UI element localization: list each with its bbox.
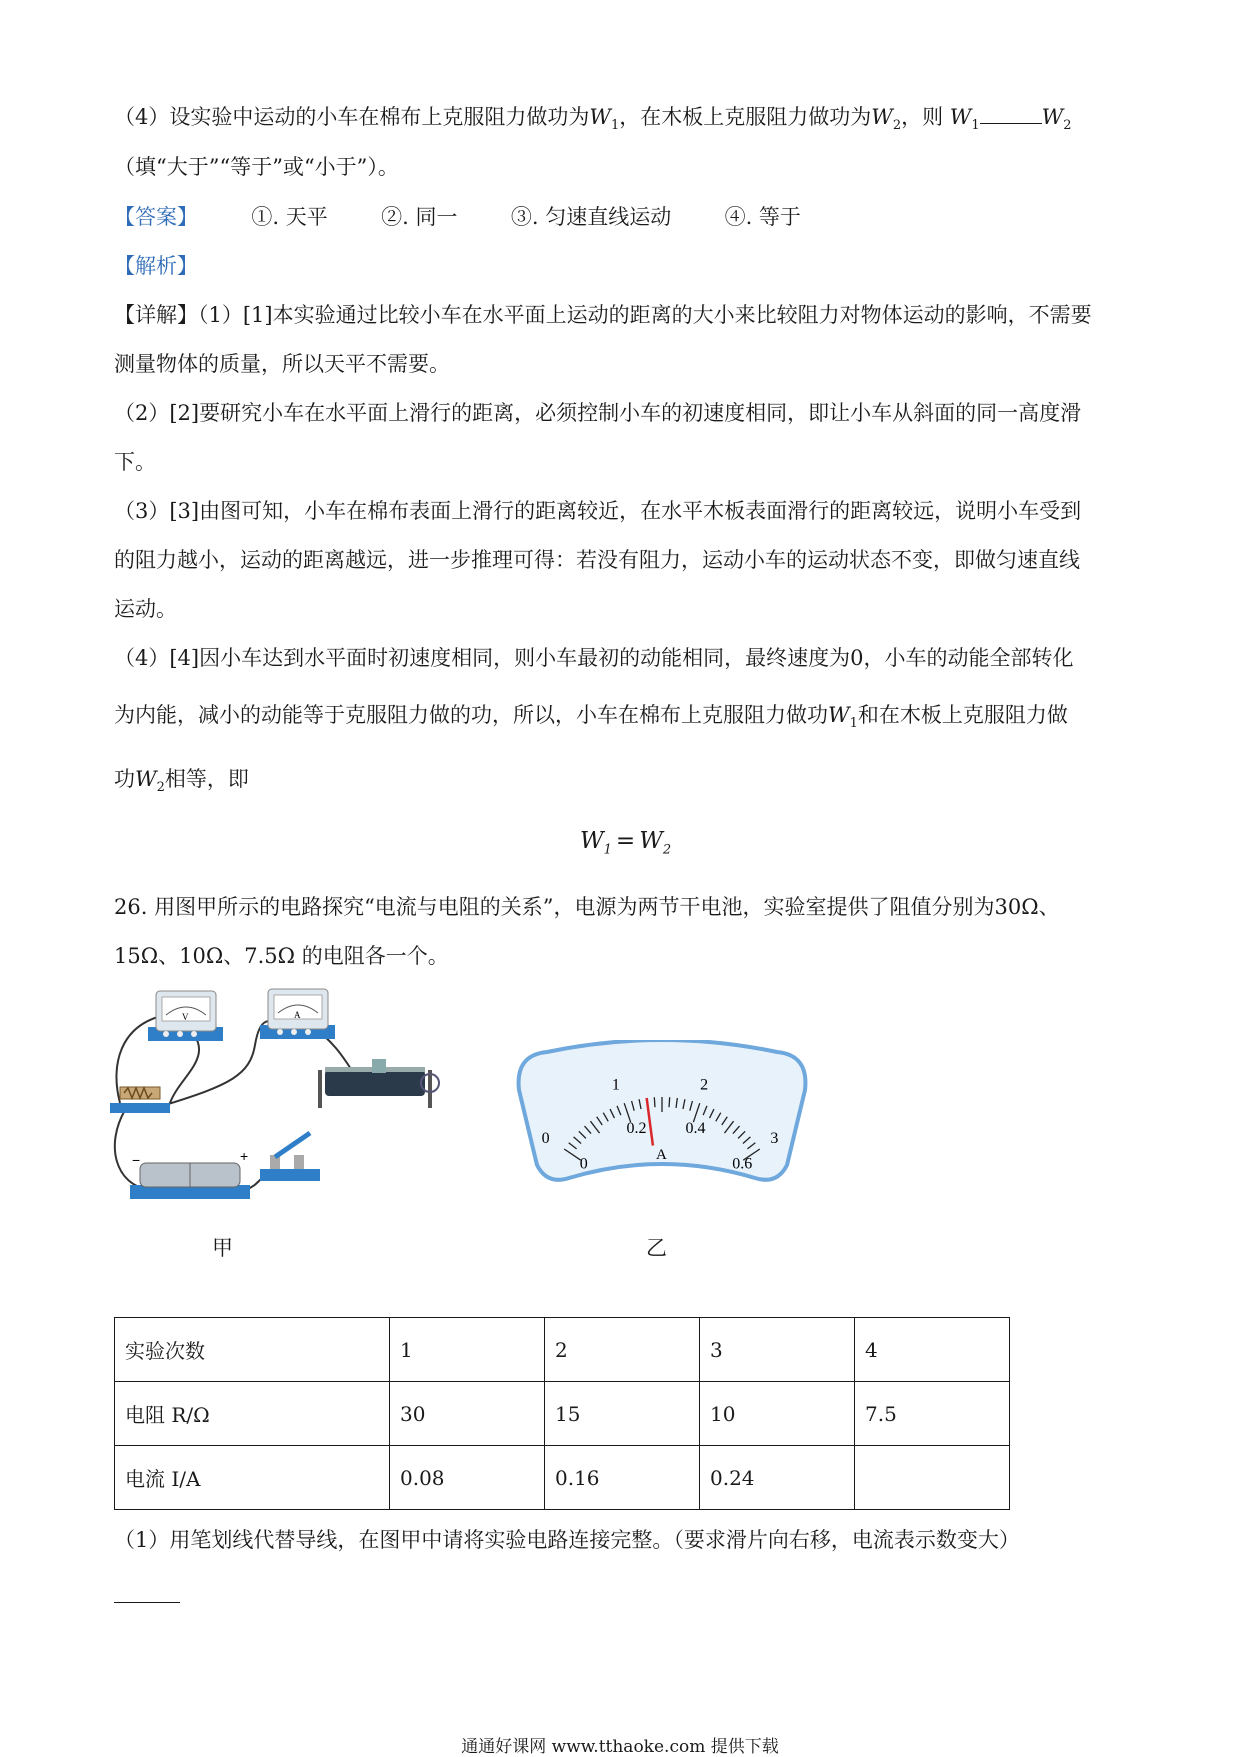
detail-4: （4）[4]因小车达到水平面时初速度相同，则小车最初的动能相同，最终速度为0，小车的动能全部转化 <box>114 646 1074 670</box>
rheostat[interactable] <box>320 1059 439 1108</box>
answer-2: ②. 同一 <box>381 205 458 229</box>
dial-scale-label: 0.2 <box>626 1119 647 1137</box>
dial-tick <box>654 1097 655 1107</box>
table-cell: 0.24 <box>700 1446 855 1510</box>
q26-part1: （1）用笔划线代替导线，在图甲中请将实验电路连接完整。（要求滑片向右移，电流表示数变大） <box>114 1528 1020 1552</box>
ammeter-letter: A <box>294 1010 301 1020</box>
answer-3: ③. 匀速直线运动 <box>510 205 672 229</box>
voltmeter-letter: V <box>182 1012 189 1022</box>
knife-switch[interactable] <box>260 1133 320 1181</box>
table-row <box>115 1446 1010 1510</box>
table-cell: 3 <box>700 1318 855 1382</box>
figure-jia-caption: 甲 <box>212 1236 233 1260</box>
table-cell: 30 <box>390 1382 545 1446</box>
dial-scale-label: 2 <box>700 1076 709 1094</box>
table-cell[interactable] <box>855 1446 1010 1510</box>
detail-1: 【详解】（1）[1]本实验通过比较小车在水平面上运动的距离的大小来比较阻力对物体运动的影响，不需要 <box>114 303 1092 327</box>
detail-4b: 为内能，减小的动能等于克服阻力做的功，所以，小车在棉布上克服阻力做功$W_1$和在木板上克服阻力做 <box>114 703 1068 732</box>
answer-tag: 【答案】 <box>114 205 198 229</box>
table-row <box>115 1318 1010 1382</box>
q25-part4-line1: （4）设实验中运动的小车在棉布上克服阻力做功为$W_1$，在木板上克服阻力做功为$W_2$，则 $W_1$ $W_2$ <box>114 105 1072 134</box>
table-row <box>115 1382 1010 1446</box>
table-cell: 10 <box>700 1382 855 1446</box>
circuit-figure-jia <box>110 985 490 1235</box>
dial-scale-label: 0 <box>541 1129 550 1147</box>
answer-line-short[interactable] <box>114 1602 180 1603</box>
detail-4c: 功$W_2$相等，即 <box>114 767 249 796</box>
dial-tick <box>669 1097 670 1107</box>
table-cell: 7.5 <box>855 1382 1010 1446</box>
table-row-header: 实验次数 <box>115 1318 390 1382</box>
table-cell: 4 <box>855 1318 1010 1382</box>
voltmeter[interactable] <box>148 991 223 1041</box>
dial-scale-label: 3 <box>770 1129 779 1147</box>
ammeter[interactable] <box>260 989 335 1039</box>
analysis-tag: 【解析】 <box>114 254 198 278</box>
table-cell: 0.08 <box>390 1446 545 1510</box>
detail-2b: 下。 <box>114 450 156 474</box>
dial-scale-label: 0.4 <box>685 1119 706 1137</box>
svg-text:+: + <box>240 1148 249 1164</box>
dial-scale-label: 0 <box>579 1155 588 1173</box>
table-cell: 2 <box>545 1318 700 1382</box>
answer-4: ④. 等于 <box>724 205 801 229</box>
answer-line <box>114 202 801 232</box>
dial-scale-label: 0.6 <box>732 1155 753 1173</box>
detail-3: （3）[3]由图可知，小车在棉布表面上滑行的距离较近，在水平木板表面滑行的距离较远，说明小车受到 <box>114 499 1082 523</box>
table-cell: 15 <box>545 1382 700 1446</box>
answer-blank[interactable] <box>980 105 1042 124</box>
formula-w1-equals-w2: $W_1 = W_2$ <box>580 828 672 858</box>
ammeter-dial-figure-yi <box>507 1040 817 1190</box>
table-cell: 1 <box>390 1318 545 1382</box>
q26-stem-1: 26. 用图甲所示的电路探究“电流与电阻的关系”，电源为两节干电池，实验室提供了阻值分别为30Ω、 <box>114 895 1060 919</box>
page-footer: 通通好课网 www.tthaoke.com 提供下载 <box>461 1737 779 1757</box>
battery-pack[interactable] <box>130 1148 250 1199</box>
detail-3c: 运动。 <box>114 597 177 621</box>
table-cell: 0.16 <box>545 1446 700 1510</box>
dial-scale-label: 1 <box>611 1076 620 1094</box>
q26-stem-2: 15Ω、10Ω、7.5Ω 的电阻各一个。 <box>114 944 449 968</box>
detail-1b: 测量物体的质量，所以天平不需要。 <box>114 352 450 376</box>
detail-2: （2）[2]要研究小车在水平面上滑行的距离，必须控制小车的初速度相同，即让小车从斜面的同一高度滑 <box>114 401 1082 425</box>
answer-1: ①. 天平 <box>251 205 328 229</box>
q25-part4-line2: （填“大于”“等于”或“小于”）。 <box>114 155 399 179</box>
data-table <box>114 1317 1010 1510</box>
detail-3b: 的阻力越小，运动的距离越远，进一步推理可得：若没有阻力，运动小车的运动状态不变，即做匀速直线 <box>114 548 1080 572</box>
figure-yi-caption: 乙 <box>646 1236 667 1260</box>
table-row-header: 电流 I/A <box>115 1446 390 1510</box>
dial-unit: A <box>656 1147 667 1163</box>
svg-text:−: − <box>132 1152 141 1168</box>
table-row-header: 电阻 R/Ω <box>115 1382 390 1446</box>
